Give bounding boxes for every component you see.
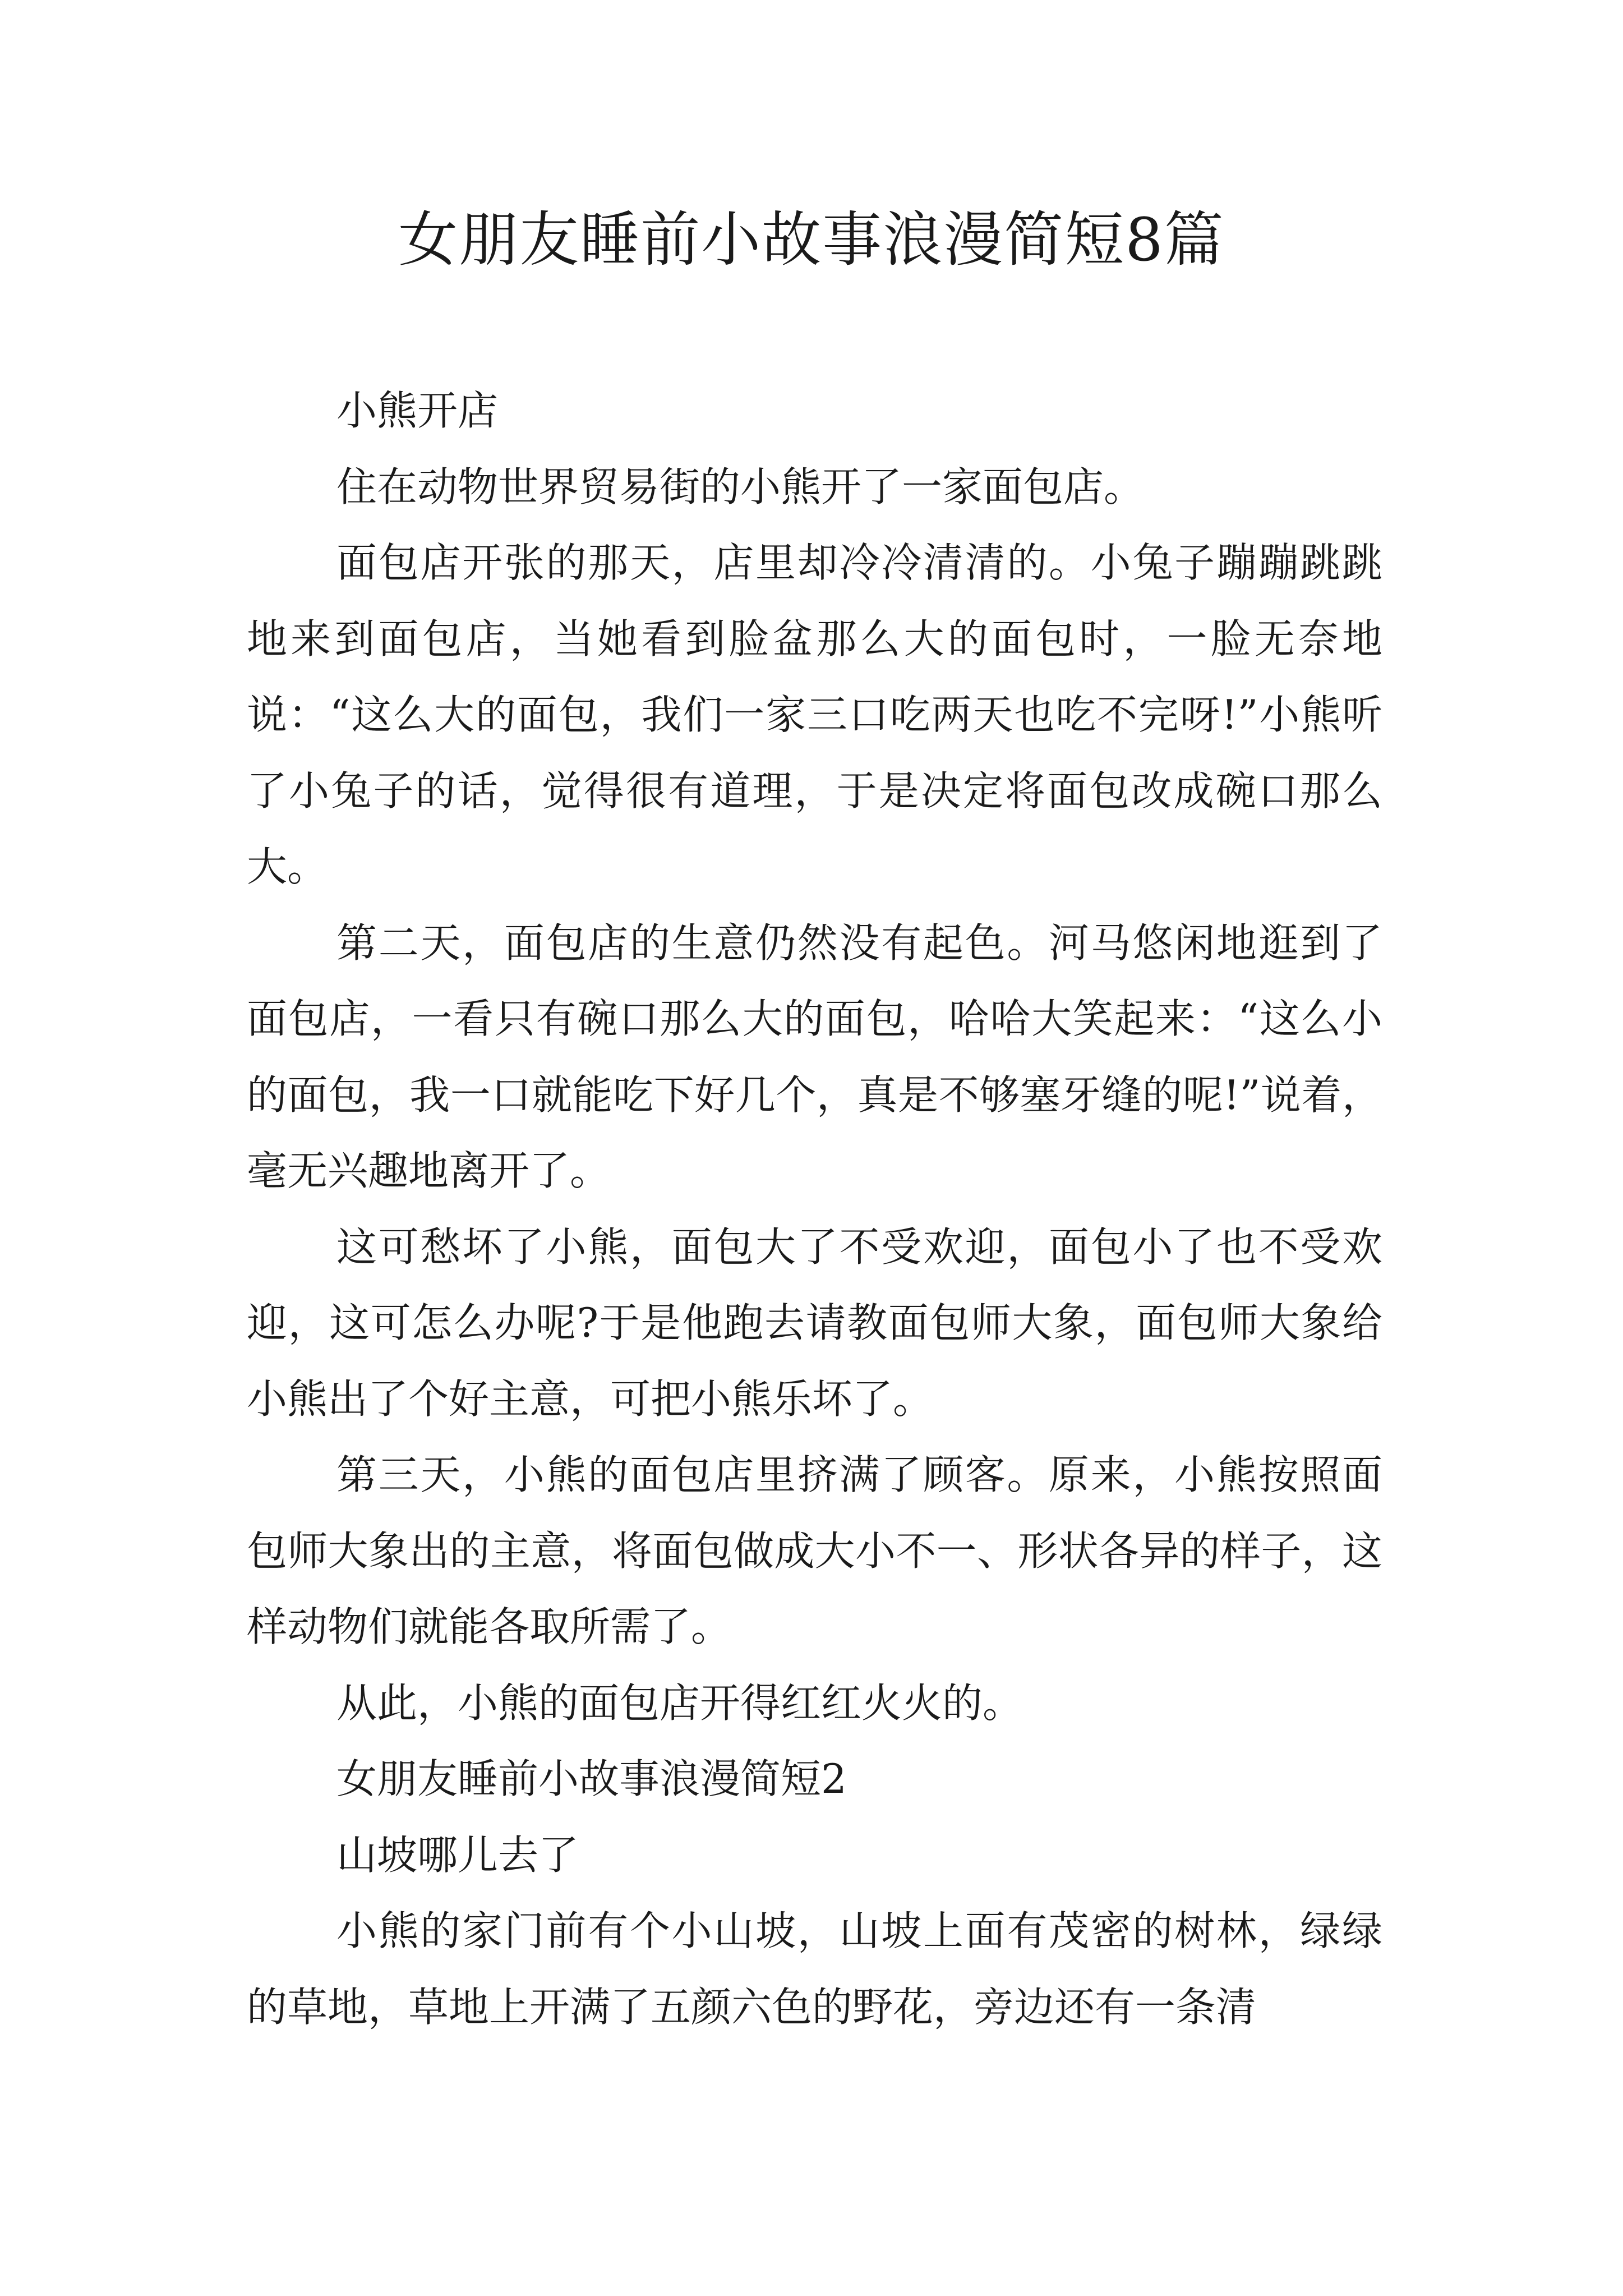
document-title: 女朋友睡前小故事浪漫简短8篇 <box>398 205 1225 274</box>
section-heading-bear-shop: 小熊开店 <box>336 387 499 434</box>
paragraph: 面包店开张的那天，店里却冷冷清清的。小兔子蹦蹦跳跳地来到面包店，当她看到脸盆那么大的面包时，一脸无奈地说：“这么大的面包，我们一家三口吃两天也吃不完呀!”小熊听了小兔子的话，觉得很有道理，于是决定将面包改成碗口那么大。 <box>247 539 1382 890</box>
paragraph: 小熊的家门前有个小山坡，山坡上面有茂密的树林，绿绿的草地，草地上开满了五颜六色的野花，旁边还有一条清 <box>247 1907 1382 2031</box>
section-heading-story-2: 女朋友睡前小故事浪漫简短2 <box>336 1755 847 1802</box>
paragraph: 第三天，小熊的面包店里挤满了顾客。原来，小熊按照面包师大象出的主意，将面包做成大小不一、形状各异的样子，这样动物们就能各取所需了。 <box>247 1451 1382 1650</box>
paragraph: 这可愁坏了小熊，面包大了不受欢迎，面包小了也不受欢迎，这可怎么办呢?于是他跑去请教面包师大象，面包师大象给小熊出了个好主意，可把小熊乐坏了。 <box>247 1223 1382 1423</box>
paragraph: 住在动物世界贸易街的小熊开了一家面包店。 <box>336 463 1145 510</box>
paragraph: 第二天，面包店的生意仍然没有起色。河马悠闲地逛到了面包店，一看只有碗口那么大的面包，哈哈大笑起来：“这么小的面包，我一口就能吃下好几个，真是不够塞牙缝的呢!”说着，毫无兴趣地离开了。 <box>247 919 1382 1194</box>
section-heading-hillside: 山坡哪儿去了 <box>336 1831 579 1879</box>
paragraph: 从此，小熊的面包店开得红红火火的。 <box>336 1679 1023 1727</box>
document-body <box>247 373 1382 2045</box>
